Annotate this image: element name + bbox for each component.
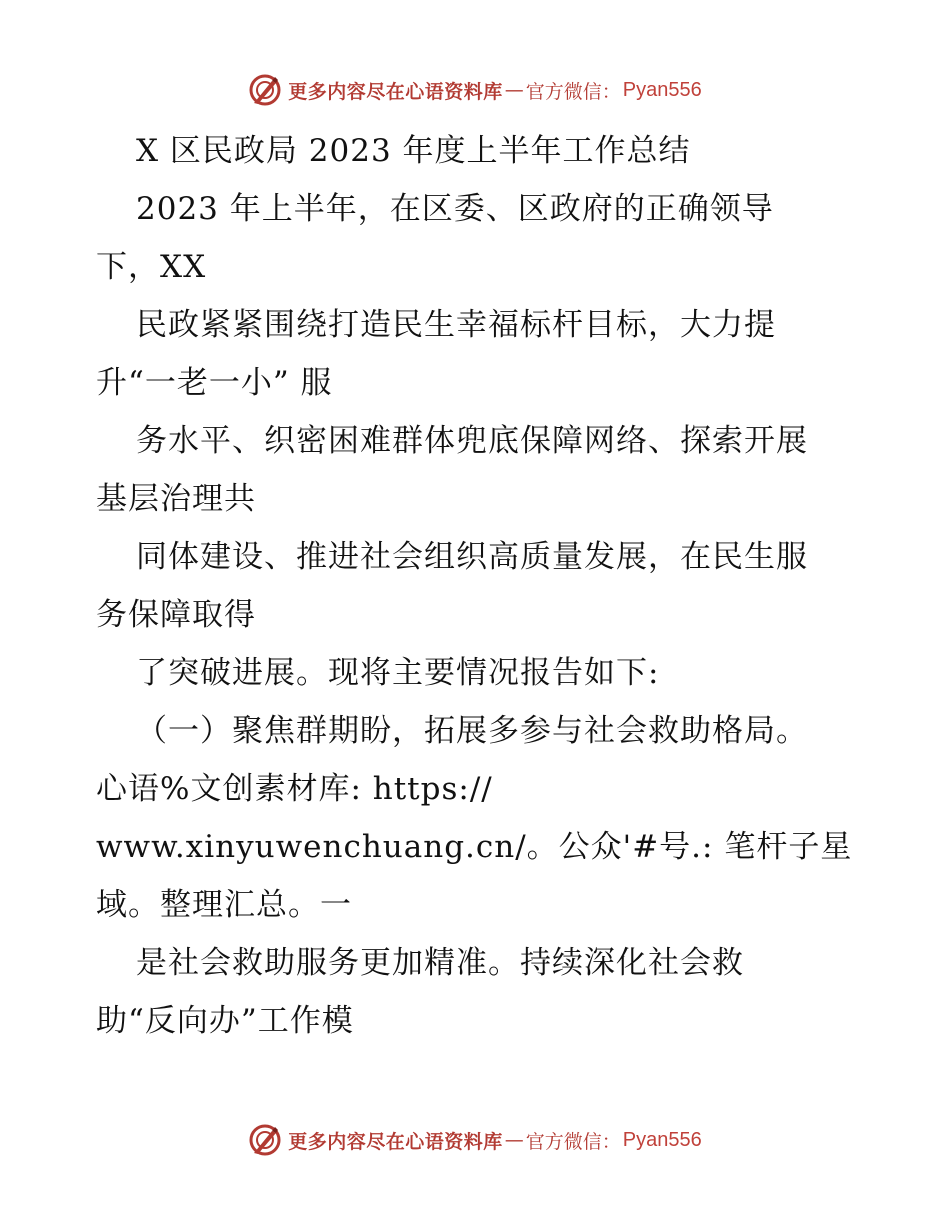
- doc-line: www.xinyuwenchuang.cn/。公众'#号.: 笔杆子星: [96, 829, 853, 865]
- doc-line: 升“一老一小” 服: [96, 365, 333, 401]
- banner-slogan: 更多内容尽在心语资料库: [288, 80, 503, 103]
- pen-logo-icon: [248, 73, 282, 107]
- section-heading: （一）聚焦群期盼，拓展多参与社会救助格局。: [136, 713, 808, 749]
- doc-line: 2023 年上半年，在区委、区政府的正确领导: [136, 191, 774, 227]
- doc-line: 务水平、织密困难群体兜底保障网络、探索开展: [136, 423, 808, 459]
- banner-account-id: Pyan556: [622, 78, 702, 101]
- doc-title: X 区民政局 2023 年度上半年工作总结: [136, 133, 691, 169]
- doc-line: 同体建设、推进社会组织高质量发展，在民生服: [136, 539, 808, 575]
- banner-account-id: Pyan556: [622, 1128, 702, 1151]
- banner-separator: —: [504, 1129, 524, 1151]
- header-watermark-banner: [0, 70, 950, 110]
- banner-official-label: 官方微信：: [525, 1130, 621, 1153]
- doc-line: 心语%文创素材库: https://: [96, 771, 493, 807]
- banner-slogan: 更多内容尽在心语资料库: [288, 1130, 503, 1153]
- doc-line: 民政紧紧围绕打造民生幸福标杆目标，大力提: [136, 307, 776, 343]
- doc-line: 下，XX: [96, 249, 207, 285]
- document-body: [96, 122, 896, 1050]
- pen-logo-icon: [248, 1123, 282, 1157]
- doc-line: 是社会救助服务更加精准。持续深化社会救: [136, 945, 744, 981]
- doc-line: 了突破进展。现将主要情况报告如下:: [136, 655, 660, 691]
- banner-separator: —: [504, 79, 524, 101]
- doc-line: 基层治理共: [96, 481, 256, 517]
- banner-official-label: 官方微信：: [525, 80, 621, 103]
- doc-line: 助“反向办”工作模: [96, 1003, 354, 1039]
- doc-line: 务保障取得: [96, 597, 256, 633]
- doc-line: 域。整理汇总。一: [96, 887, 352, 923]
- footer-watermark-banner: [0, 1120, 950, 1160]
